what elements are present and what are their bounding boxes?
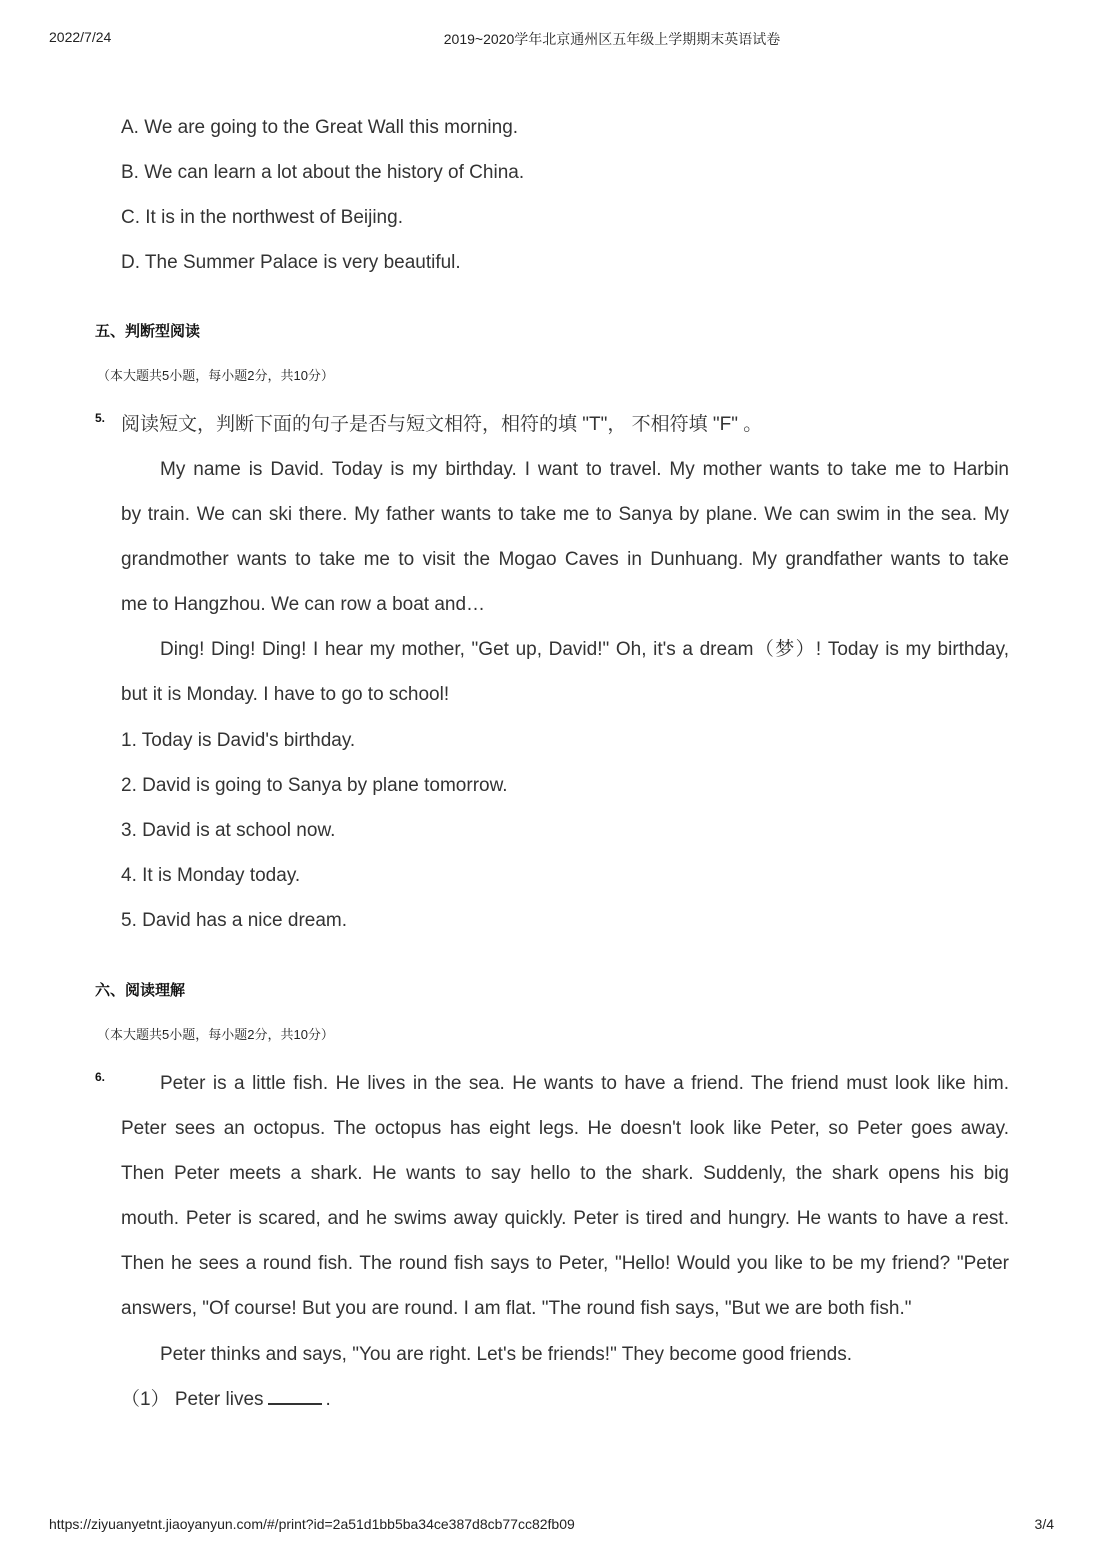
- question-6-1-prefix: （1） Peter lives: [121, 1389, 264, 1410]
- answer-blank[interactable]: [268, 1389, 322, 1405]
- passage-6-line: mouth. Peter is scared, and he swims away quickly. Peter is tired and hungry. He wants to have a rest.: [121, 1208, 1009, 1229]
- passage-6-line: Peter is a little fish. He lives in the sea. He wants to have a friend. The friend must look like him.: [160, 1073, 1009, 1094]
- statement-2: 2. David is going to Sanya by plane tomorrow.: [121, 775, 508, 796]
- section-6-title: 六、阅读理解: [95, 982, 186, 999]
- question-6-1: [121, 1388, 331, 1412]
- passage-6-line: Then he sees a round fish. The round fish says to Peter, "Hello! Would you like to be my friend? "Peter: [121, 1253, 1009, 1274]
- passage-5-line: My name is David. Today is my birthday. I want to travel. My mother wants to take me to Harbin: [160, 459, 1009, 480]
- statement-5: 5. David has a nice dream.: [121, 910, 348, 931]
- passage-5-line: grandmother wants to take me to visit the Mogao Caves in Dunhuang. My grandfather wants to take: [121, 549, 1009, 570]
- document-title: 2019~2020学年北京通州区五年级上学期期末英语试卷: [443, 31, 781, 47]
- option-a: A. We are going to the Great Wall this morning.: [121, 117, 519, 138]
- passage-6-line: Peter sees an octopus. The octopus has eight legs. He doesn't look like Peter, so Peter goes away.: [121, 1118, 1009, 1139]
- statement-1: 1. Today is David's birthday.: [121, 730, 356, 751]
- passage-6-line: Peter thinks and says, "You are right. Let's be friends!" They become good friends.: [160, 1344, 853, 1365]
- section-5-note: （本大题共5小题，每小题2分，共10分）: [97, 368, 334, 383]
- passage-5-line: Ding! Ding! Ding! I hear my mother, "Get up, David!" Oh, it's a dream（梦）! Today is my birthday,: [160, 639, 1009, 660]
- option-b: B. We can learn a lot about the history of China.: [121, 162, 525, 183]
- passage-6-line: answers, "Of course! But you are round. I am flat. "The round fish says, "But we are both fish.": [121, 1298, 912, 1319]
- question-5-instruction: 阅读短文，判断下面的句子是否与短文相符，相符的填 "T"， 不相符填 "F" 。: [121, 414, 763, 435]
- passage-5-line: by train. We can ski there. My father wants to take me to Sanya by plane. We can swim in the sea. My: [121, 504, 1009, 525]
- section-6-note: （本大题共5小题，每小题2分，共10分）: [97, 1027, 334, 1042]
- page-url: https://ziyuanyetnt.jiaoyanyun.com/#/print?id=2a51d1bb5ba34ce387d8cb77cc82fb09: [49, 1516, 575, 1532]
- statement-3: 3. David is at school now.: [121, 820, 336, 841]
- passage-5-line: me to Hangzhou. We can row a boat and…: [121, 594, 486, 615]
- option-d: D. The Summer Palace is very beautiful.: [121, 252, 461, 273]
- print-date: 2022/7/24: [49, 29, 112, 45]
- page-number: 3/4: [1034, 1516, 1054, 1532]
- question-6-1-suffix: .: [325, 1389, 331, 1410]
- statement-4: 4. It is Monday today.: [121, 865, 301, 886]
- question-5-number: 5.: [95, 411, 106, 425]
- section-5-title: 五、判断型阅读: [95, 323, 201, 340]
- option-c: C. It is in the northwest of Beijing.: [121, 207, 403, 228]
- passage-5-line: but it is Monday. I have to go to school!: [121, 684, 450, 705]
- question-6-number: 6.: [95, 1070, 106, 1084]
- passage-6-line: Then Peter meets a shark. He wants to say hello to the shark. Suddenly, the shark opens his big: [121, 1163, 1009, 1184]
